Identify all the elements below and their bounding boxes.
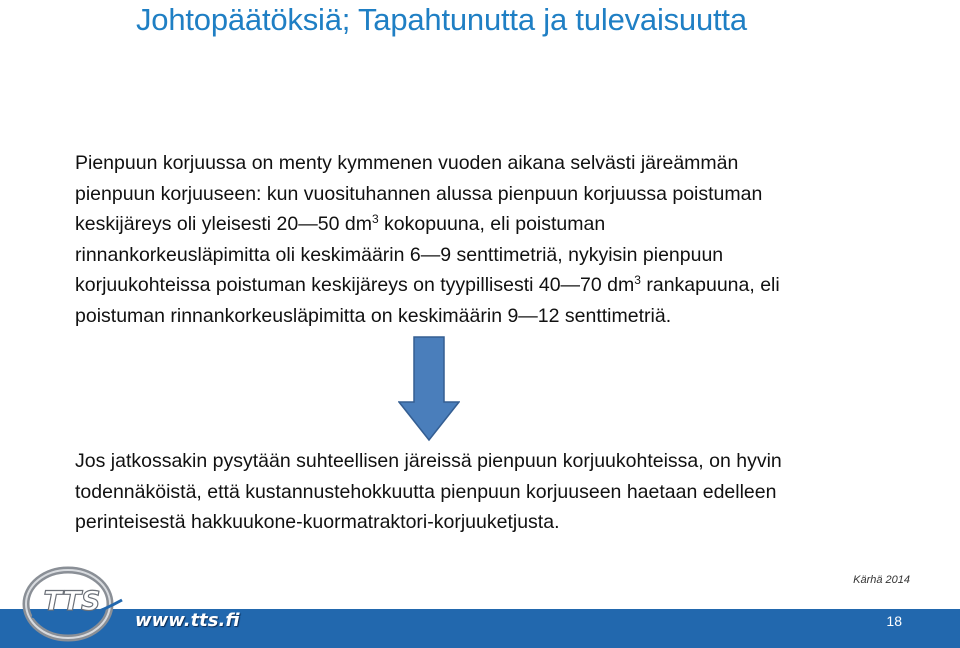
text-line	[75, 270, 935, 301]
paragraph-outlook	[75, 446, 935, 538]
text-line	[75, 209, 935, 240]
text-line: perinteisestä hakkuukone-kuormatraktori-korjuuketjusta.	[75, 511, 560, 533]
page-number: 18	[886, 613, 902, 629]
text-segment: rankapuuna, eli	[640, 274, 780, 296]
text-segment: korjuukohteissa poistuman keskijäreys on tyypillisesti 40—70 dm	[75, 274, 635, 296]
text-line: Jos jatkossakin pysytään suhteellisen järeissä pienpuun korjuukohteissa, on hyvin	[75, 450, 782, 472]
text-segment: keskijäreys oli yleisesti 20—50 dm	[75, 213, 372, 235]
text-line: pienpuun korjuuseen: kun vuosituhannen alussa pienpuun korjuussa poistuman	[75, 182, 763, 205]
superscript: 3	[371, 212, 379, 226]
logo-text: TTS	[43, 586, 101, 617]
text-segment: kokopuuna, eli poistuman	[378, 213, 606, 235]
slide-title: Johtopäätöksiä; Tapahtunutta ja tulevaisuutta	[136, 2, 747, 37]
text-line: poistuman rinnankorkeusläpimitta on keskimäärin 9—12 senttimetriä.	[75, 304, 672, 327]
superscript: 3	[634, 273, 641, 287]
down-arrow-icon	[398, 336, 460, 442]
text-line: todennäköistä, että kustannustehokkuutta pienpuun korjuuseen haetaan edelleen	[75, 480, 777, 503]
tts-logo-icon	[22, 560, 132, 644]
text-line: Pienpuun korjuussa on menty kymmenen vuoden aikana selvästi järeämmän	[75, 152, 739, 174]
author-credit: Kärhä 2014	[853, 574, 910, 586]
text-line: rinnankorkeusläpimitta oli keskimäärin 6—9 senttimetriä, nykyisin pienpuun	[75, 243, 724, 266]
paragraph-findings	[75, 148, 935, 331]
website-link[interactable]: www.tts.fi	[135, 610, 240, 631]
